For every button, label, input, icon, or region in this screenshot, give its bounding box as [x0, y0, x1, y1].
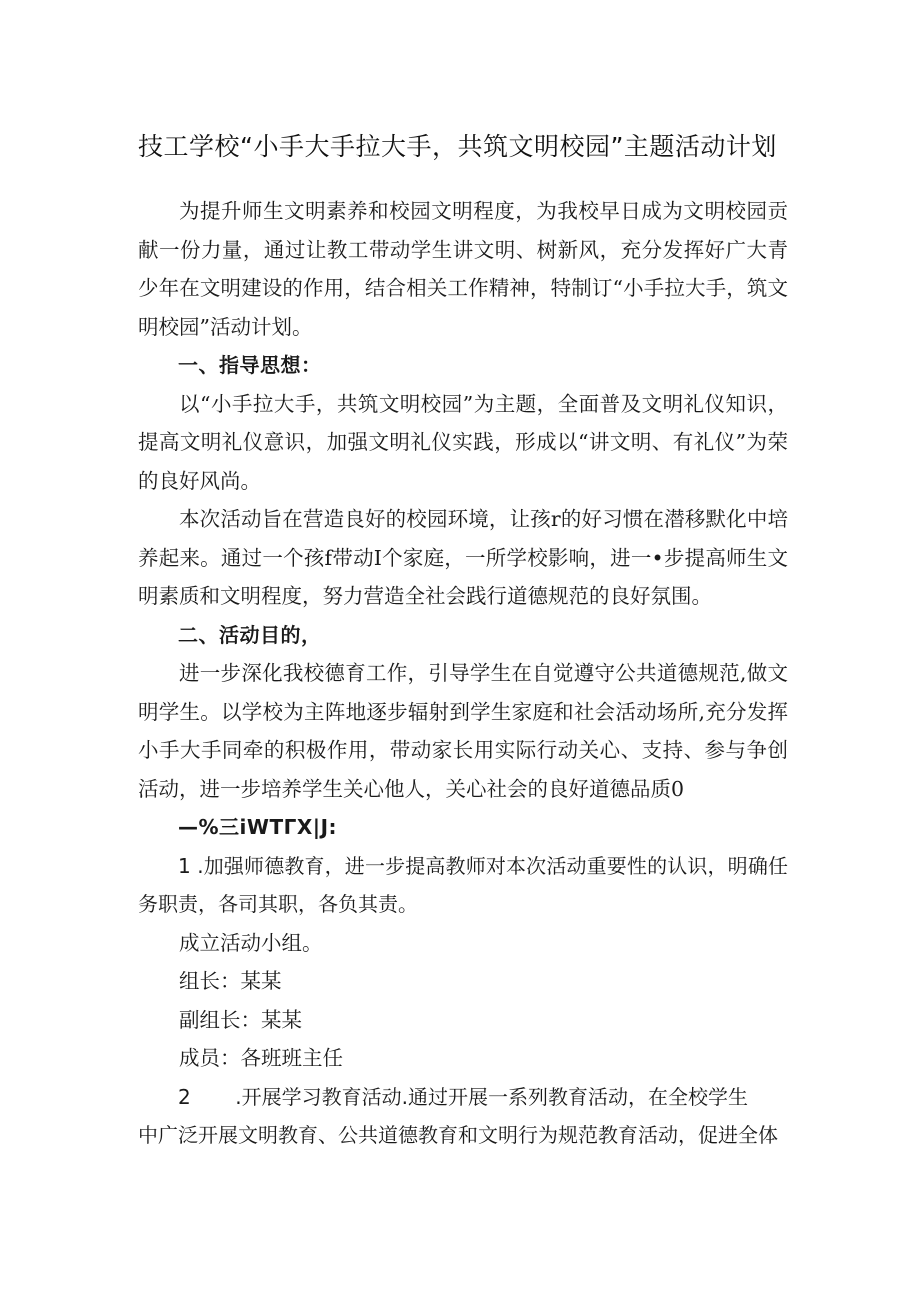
document-title: 技工学校“小手大手拉大手，共筑文明校园”主题活动计划: [138, 132, 777, 161]
leader-line: 组长：某某: [179, 969, 282, 993]
deputy-leader-line: 副组长：某某: [179, 1007, 302, 1032]
section-1-heading: 一、指导思想：: [178, 353, 322, 377]
item-2-continuation: 中广泛开展文明教育、公共道德教育和文明行为规范教育活动，促进全体: [138, 1123, 778, 1147]
members-line: 成员：各班班主任: [179, 1046, 343, 1070]
document-body: [138, 192, 788, 1155]
section-1-paragraph-1: 以“小手拉大手，共筑文明校园”为主题，全面普及文明礼仪知识，提高文明礼仪意识，加强文明礼仪实践，形成以“讲文明、有礼仪”为荣的良好风尚。: [138, 391, 788, 493]
section-1-paragraph-2: 本次活动旨在营造良好的校园环境，让孩r的好习惯在潜移默化中培养起来。通过一个孩f带动I个家庭，一所学校影响，进一•步提高师生文明素质和文明程度，努力营造全社会践行道德规范的良好氛围。: [138, 507, 788, 608]
section-2-heading: 二、活动目的，: [178, 622, 322, 647]
section-3-heading: —%三iWTΓX|J:: [178, 815, 338, 839]
intro-paragraph: 为提升师生文明素养和校园文明程度，为我校早日成为文明校园贡献一份力量，通过让教工带动学生讲文明、树新风，充分发挥好广大青少年在文明建设的作用，结合相关工作精神，特制订“小手拉大手，筑文明校园”活动计划。: [138, 199, 788, 339]
group-line: 成立活动小组。: [179, 930, 323, 955]
item-2-first-line: 2 .开展学习教育活动.通过开展一系列教育活动，在全校学生: [178, 1084, 748, 1109]
item-1-paragraph: 1 .加强师德教育，进一步提高教师对本次活动重要性的认识，明确任务职责，各司其职，各负其责。: [138, 853, 788, 916]
section-2-paragraph: 进一步深化我校德育工作，引导学生在自觉遵守公共道德规范,做文明学生。以学校为主阵地逐步辐射到学生家庭和社会活动场所,充分发挥小手大手同牵的积极作用，带动家长用实际行动关心、支持、参与争创活动，进一步培养学生关心他人，关心社会的良好道德品质0: [138, 661, 788, 801]
